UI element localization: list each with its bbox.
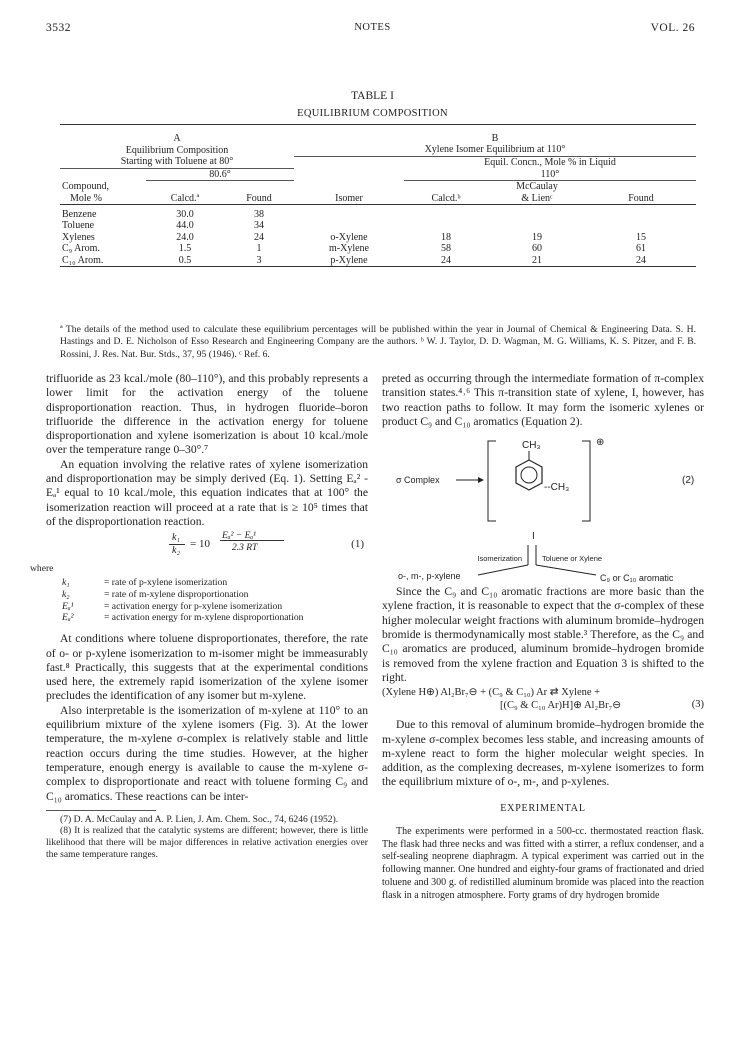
eq1-k2: k₂: [172, 545, 180, 557]
col-compound-2: Mole %: [70, 192, 102, 204]
cell-a-found: 38: [254, 208, 264, 220]
table-row: [60, 220, 696, 231]
equilibrium-table: [60, 124, 696, 267]
paragraph: Since the C₉ and C₁₀ aromatic fractions are more basic than the xylene fraction, it is reasonable to expect that the σ-complex of these higher molecular weight fractions with aluminum bromide–hydrogen bromide is thermodynamically most stable.³ Therefore, as the C₉ and C₁₀ aromatics are produced, aluminum bromide–hydrogen bromide is removed from the xylene fraction and Equation 3 is shifted to the right.: [382, 585, 704, 684]
col-compound-1: Compound,: [62, 181, 109, 193]
arrow-head: [478, 477, 484, 483]
cell-a-calcd: 1.5: [178, 243, 192, 255]
part-a-temp: 80.6°: [146, 168, 294, 180]
def-symbol: k₂: [62, 588, 70, 600]
eq1-base: = 10: [190, 538, 210, 551]
cell-b-found: [586, 209, 696, 220]
cell-b-mccaulay: 21: [532, 254, 542, 266]
def-symbol: k₁: [62, 577, 70, 589]
def-text: = rate of m-xylene disproportionation: [104, 588, 249, 600]
cell-isomer: [294, 209, 404, 220]
cell-compound: Toluene: [62, 220, 95, 232]
footnote-8: (8) It is realized that the catalytic systems are different; however, there is little likelihood that there will be major differences in relative activation energies over the same temperature ranges.: [46, 825, 368, 860]
eq2-label: (2): [682, 475, 695, 487]
running-head: NOTES: [354, 22, 391, 33]
ch3-top: CH₃: [522, 440, 541, 452]
cell-b-found: [586, 220, 696, 231]
arrow-right-diag: [536, 565, 596, 575]
cell-compound: Xylenes: [62, 231, 95, 243]
cell-b-mccaulay: 60: [532, 243, 542, 255]
cell-a-found: 34: [254, 220, 264, 232]
cell-isomer: p-Xylene: [330, 254, 368, 266]
bracket-right: [582, 441, 590, 521]
bracket-left: [488, 441, 496, 521]
cell-b-calcd: 24: [441, 254, 451, 266]
paragraph: trifluoride as 23 kcal./mole (80–110°), and this probably represents a lower limit for the activation energy of the toluene disproportionation reaction. Thus, in hydrogen fluoride–boron trifluoride the difference in the activation energy for toluene disproportionation and xylene isomerization is about 10 kcal./mole over the temperature range 0–30°.⁷: [46, 372, 368, 457]
paragraph: Also interpretable is the isomerization of m-xylene at 110° to an equilibrium mixture of the xylene isomers (Fig. 3). At the lower temperature, the m-xylene σ-complex is relatively stable and little reaction occurs during the time studies. However, at the higher temperature, enough energy is available to cause the m-xylene σ-complex to disproportionate and react with toluene forming C₉ and C₁₀ aromatics. These reactions can be inter-: [46, 703, 368, 803]
table-row: [60, 232, 696, 243]
reaction-scheme: [382, 433, 704, 583]
col-isomer: Isomer: [335, 192, 363, 204]
col-a-found: Found: [246, 192, 272, 204]
cell-a-calcd: 44.0: [176, 220, 194, 232]
cell-b-found: 61: [636, 243, 646, 255]
cell-b-mccaulay: 19: [532, 231, 542, 243]
footnote-rule: [46, 810, 156, 811]
part-b-title: Xylene Isomer Equilibrium at 110°: [294, 144, 696, 156]
table-title: TABLE I: [351, 90, 394, 102]
equation-3: [382, 687, 704, 712]
def-text: = activation energy for m-xylene disproportionation: [104, 612, 304, 624]
cell-isomer: o-Xylene: [330, 231, 368, 243]
cell-a-found: 3: [256, 254, 262, 266]
cell-compound: Benzene: [62, 208, 97, 220]
eq3-label: (3): [691, 699, 704, 711]
def-symbol: Eₐ¹: [62, 600, 74, 612]
paragraph: An equation involving the relative rates of xylene isomerization and disproportionation may be simply derived (Eq. 1). Setting Eₐ² - Eₐ¹ equal to 10 kcal./mole, this equation indicates that at 100° the isomerization reaction will proceed at a rate that is ≥ 10⁵ times that of the disproportionation reaction.: [46, 457, 368, 528]
cell-a-calcd: 30.0: [176, 208, 194, 220]
paragraph: The experiments were performed in a 500-cc. thermostated reaction flask. The flask had three necks and was fitted with a stirrer, a reflux condenser, and a self-sealing neoprene diaphragm. A typical experiment was carried out in the following manner. One hundred and eighty-four grams of fractionated and dried toluene and 300 g. of redistilled aluminum bromide was placed into the reaction flask in a nitrogen atmosphere. Forty grams of dry hydrogen bromide: [382, 826, 704, 901]
equation-1: [46, 529, 368, 559]
def-text: = activation energy for p-xylene isomerization: [104, 600, 283, 612]
eq1-k1: k₁: [172, 532, 180, 544]
definitions: [30, 563, 368, 624]
cell-a-found: 1: [256, 243, 262, 255]
table-subtitle: EQUILIBRIUM COMPOSITION: [297, 108, 448, 119]
part-a-title-2: Starting with Toluene at 80°: [120, 156, 234, 168]
cell-isomer: [294, 220, 404, 231]
part-b-label: B: [491, 133, 499, 144]
eq3-line1: (Xylene H⊕) Al₂Br₇⊖ + (C₉ & C₁₀) Ar ⇄ Xylene +: [382, 687, 601, 699]
positive-charge: ⊕: [596, 437, 605, 449]
cell-a-found: 24: [254, 231, 264, 243]
cell-a-calcd: 0.5: [178, 254, 192, 266]
definition-item: [46, 589, 368, 601]
cell-compound: C₁₀ Arom.: [62, 254, 104, 266]
col-b-calcd: Calcd.ᵇ: [431, 192, 461, 204]
cell-b-calcd: 58: [441, 243, 451, 255]
eq1-denominator: 2.3 RT: [232, 543, 258, 554]
table-row: [60, 255, 696, 267]
product-left: o-, m-, p-xylene: [398, 571, 461, 582]
arrow-left-diag: [478, 565, 528, 575]
col-mccaulay-1: McCaulay: [488, 181, 586, 193]
right-column: [382, 372, 704, 902]
cell-b-calcd: [404, 220, 488, 231]
footnote-7: (7) D. A. McCaulay and A. P. Lien, J. Am. Chem. Soc., 74, 6246 (1952).: [60, 813, 339, 825]
aromatic-circle-icon: [521, 467, 537, 483]
cell-b-calcd: 18: [441, 231, 451, 243]
definition-item: [46, 612, 368, 624]
paragraph: At conditions where toluene disproportionates, therefore, the rate of o- or p-xylene isomerization to m-isomer might be immeasurably fast.⁸ Practically, this suggests that at the experimental conditions used here, the extremely rapid isomerization of the xylene isomer precludes the identification of any isomer but m-xylene.: [46, 632, 368, 703]
part-a-label: A: [173, 133, 181, 144]
page-number: 3532: [46, 22, 71, 34]
where-label: where: [30, 563, 54, 575]
table-footnote: ª The details of the method used to calculate these equilibrium percentages will be published within the year in Journal of Chemical & Engineering Data. S. H. Hastings and D. E. Nicholson of Esso Research and Engineering Company are the authors. ᵇ W. J. Taylor, D. D. Wagman, M. G. Williams, K. S. Pitzer, and F. B. Rossini, J. Res. Nat. Bur. Stds., 37, 95 (1946). ᶜ Ref. 6.: [60, 324, 696, 360]
cell-b-calcd: [404, 209, 488, 220]
col-a-calcd: Calcd.ª: [170, 192, 200, 204]
cell-b-mccaulay: [488, 220, 586, 231]
volume-label: VOL. 26: [650, 22, 695, 34]
table-row: [60, 209, 696, 220]
paragraph: Due to this removal of aluminum bromide–hydrogen bromide the m-xylene σ-complex becomes less stable, and increasing amounts of m-xylene react to form the higher molecular weight species. In addition, as the complexing decreases, m-xylene isomerizes to form the equilibrium mixture of o-, m-, and p-xylenes.: [382, 718, 704, 789]
product-right: C₉ or C₁₀ aromatic: [600, 573, 674, 584]
col-b-found: Found: [628, 192, 654, 204]
col-mccaulay-2: & Lienᶜ: [521, 192, 553, 204]
compound-i-label: I: [532, 531, 535, 543]
paragraph: preted as occurring through the intermediate formation of π-complex transition states.⁴˒⁶ This π-transition state of xylene, I, however, has two reaction paths to follow. It may form the isomeric xylenes or product C₉ and C₁₀ aromatics (Equation 2).: [382, 372, 704, 428]
experimental-heading: EXPERIMENTAL: [500, 802, 586, 814]
part-b-subtitle-2: 110°: [404, 168, 696, 180]
eq1-numerator: Eₐ² − Eₐ¹: [222, 531, 257, 542]
table-row: [60, 243, 696, 254]
benzene-ring-icon: [516, 460, 542, 490]
ch3-side: --CH₃: [544, 482, 570, 494]
cell-isomer: m-Xylene: [329, 243, 369, 255]
eq3-line2: [(C₉ & C₁₀ Ar)H]⊕ Al₂Br₇⊖: [500, 699, 622, 711]
definition-item: [46, 577, 368, 589]
def-symbol: Eₐ²: [62, 612, 74, 624]
cell-a-calcd: 24.0: [176, 231, 194, 243]
sigma-complex-label: σ Complex: [396, 475, 440, 486]
cell-b-found: 15: [636, 231, 646, 243]
branch-right-label: Toluene or Xylene: [542, 554, 603, 564]
cell-b-found: 24: [636, 254, 646, 266]
eq1-label: (1): [351, 538, 364, 551]
def-text: = rate of p-xylene isomerization: [104, 577, 228, 589]
cell-b-mccaulay: [488, 209, 586, 220]
branch-left-label: Isomerization: [477, 554, 522, 564]
part-b-subtitle-1: Equil. Concn., Mole % in Liquid: [484, 156, 616, 168]
definition-item: [46, 601, 368, 613]
left-column: [30, 372, 368, 860]
cell-compound: C₉ Arom.: [62, 243, 100, 255]
part-a-title-1: Equilibrium Composition: [125, 144, 229, 156]
